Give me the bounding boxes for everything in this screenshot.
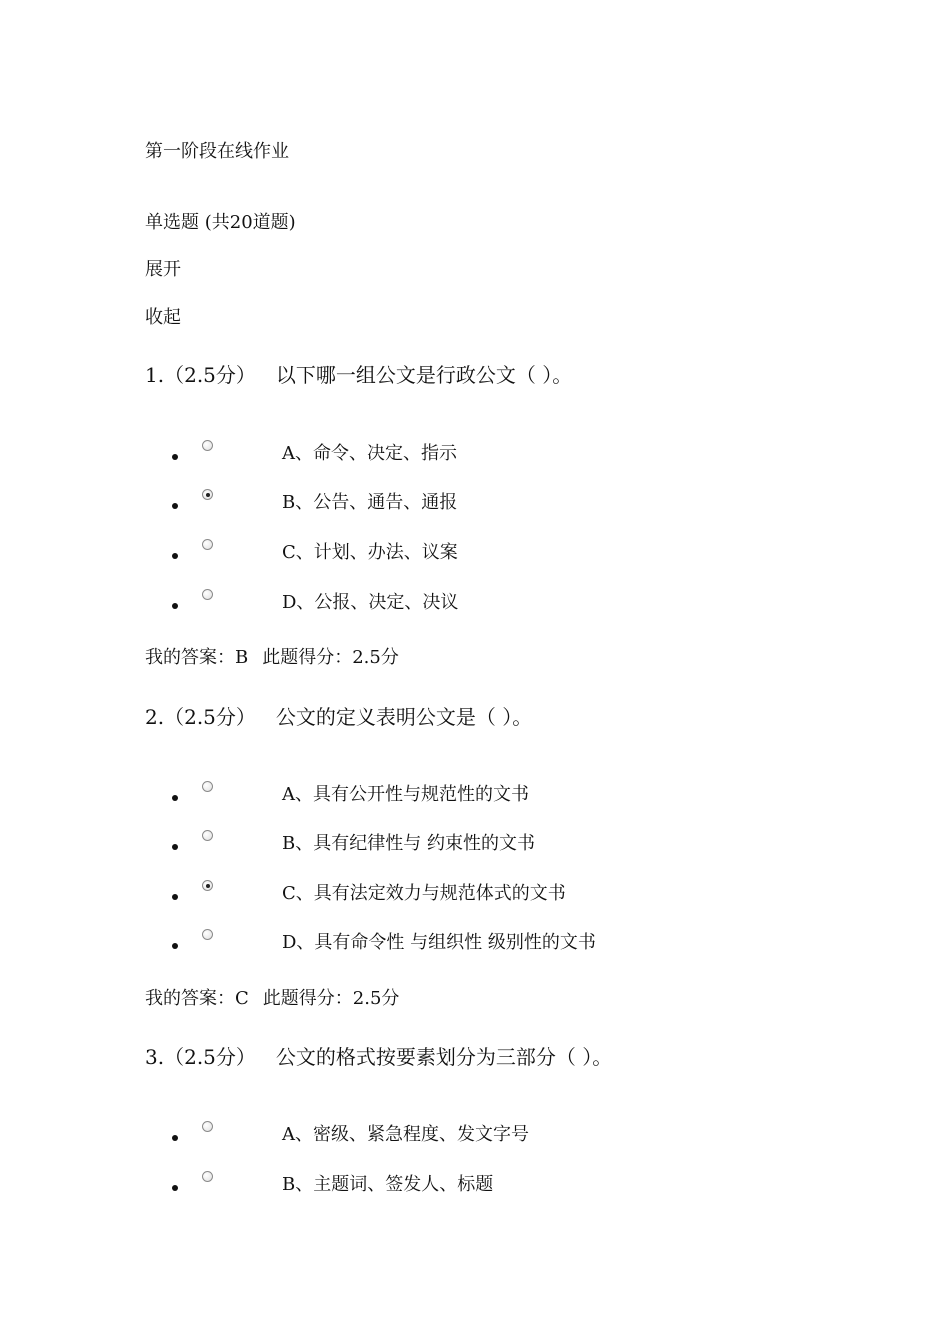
- bullet-icon: [172, 795, 178, 801]
- bullet-icon: [172, 454, 178, 460]
- bullet-icon: [172, 503, 178, 509]
- option-label: C、计划、办法、议案: [282, 542, 458, 563]
- question-2-option-d[interactable]: [0, 929, 950, 963]
- radio-button[interactable]: [202, 539, 213, 550]
- question-2-option-c[interactable]: [0, 880, 950, 914]
- my-answer: 我的答案：B: [145, 647, 249, 668]
- question-score: （2.5分）: [164, 705, 256, 729]
- question-number: 1.: [145, 363, 165, 387]
- radio-button[interactable]: [202, 1121, 213, 1132]
- option-label: A、密级、紧急程度、发文字号: [282, 1124, 529, 1145]
- option-label: A、具有公开性与规范性的文书: [282, 784, 529, 805]
- question-text: 以下哪一组公文是行政公文（ ）。: [275, 363, 573, 387]
- my-answer: 我的答案：C: [145, 988, 249, 1009]
- bullet-icon: [172, 844, 178, 850]
- section-title: 单选题 (共20道题): [145, 212, 296, 233]
- radio-button[interactable]: [202, 929, 213, 940]
- question-score: （2.5分）: [164, 363, 256, 387]
- bullet-icon: [172, 1135, 178, 1141]
- question-text: 公文的定义表明公文是（ ）。: [275, 705, 533, 729]
- question-1-result: [145, 646, 399, 670]
- radio-button[interactable]: [202, 589, 213, 600]
- page-title: 第一阶段在线作业: [145, 141, 289, 162]
- radio-button[interactable]: [202, 440, 213, 451]
- option-label: A、命令、决定、指示: [282, 443, 457, 464]
- question-2-option-a[interactable]: [0, 781, 950, 815]
- bullet-icon: [172, 603, 178, 609]
- question-number: 3.: [145, 1045, 165, 1069]
- bullet-icon: [172, 553, 178, 559]
- radio-button-checked[interactable]: [202, 880, 213, 891]
- option-label: C、具有法定效力与规范体式的文书: [282, 883, 566, 904]
- question-1-title: [145, 362, 572, 388]
- question-1-option-b[interactable]: [0, 489, 950, 523]
- radio-button[interactable]: [202, 1171, 213, 1182]
- question-2-title: [145, 704, 532, 730]
- radio-button[interactable]: [202, 830, 213, 841]
- question-1-option-a[interactable]: [0, 440, 950, 474]
- question-1-option-c[interactable]: [0, 539, 950, 573]
- question-number: 2.: [145, 705, 165, 729]
- question-1-option-d[interactable]: [0, 589, 950, 623]
- bullet-icon: [172, 894, 178, 900]
- question-3-option-b[interactable]: [0, 1171, 950, 1205]
- question-score: （2.5分）: [164, 1045, 256, 1069]
- question-2-result: [145, 987, 399, 1011]
- option-label: B、公告、通告、通报: [282, 492, 458, 513]
- collapse-link[interactable]: 收起: [145, 307, 181, 328]
- question-got-score: 此题得分：2.5分: [262, 988, 400, 1009]
- bullet-icon: [172, 1185, 178, 1191]
- question-got-score: 此题得分：2.5分: [262, 647, 399, 668]
- option-label: D、公报、决定、决议: [282, 592, 459, 613]
- bullet-icon: [172, 943, 178, 949]
- option-label: B、主题词、签发人、标题: [282, 1174, 494, 1195]
- radio-button[interactable]: [202, 781, 213, 792]
- question-3-title: [145, 1044, 612, 1070]
- question-text: 公文的格式按要素划分为三部分（ ）。: [275, 1045, 613, 1069]
- expand-link[interactable]: 展开: [145, 259, 181, 280]
- radio-button-checked[interactable]: [202, 489, 213, 500]
- option-label: B、具有纪律性与 约束性的文书: [282, 833, 535, 854]
- question-3-option-a[interactable]: [0, 1121, 950, 1155]
- question-2-option-b[interactable]: [0, 830, 950, 864]
- option-label: D、具有命令性 与组织性 级别性的文书: [282, 932, 596, 953]
